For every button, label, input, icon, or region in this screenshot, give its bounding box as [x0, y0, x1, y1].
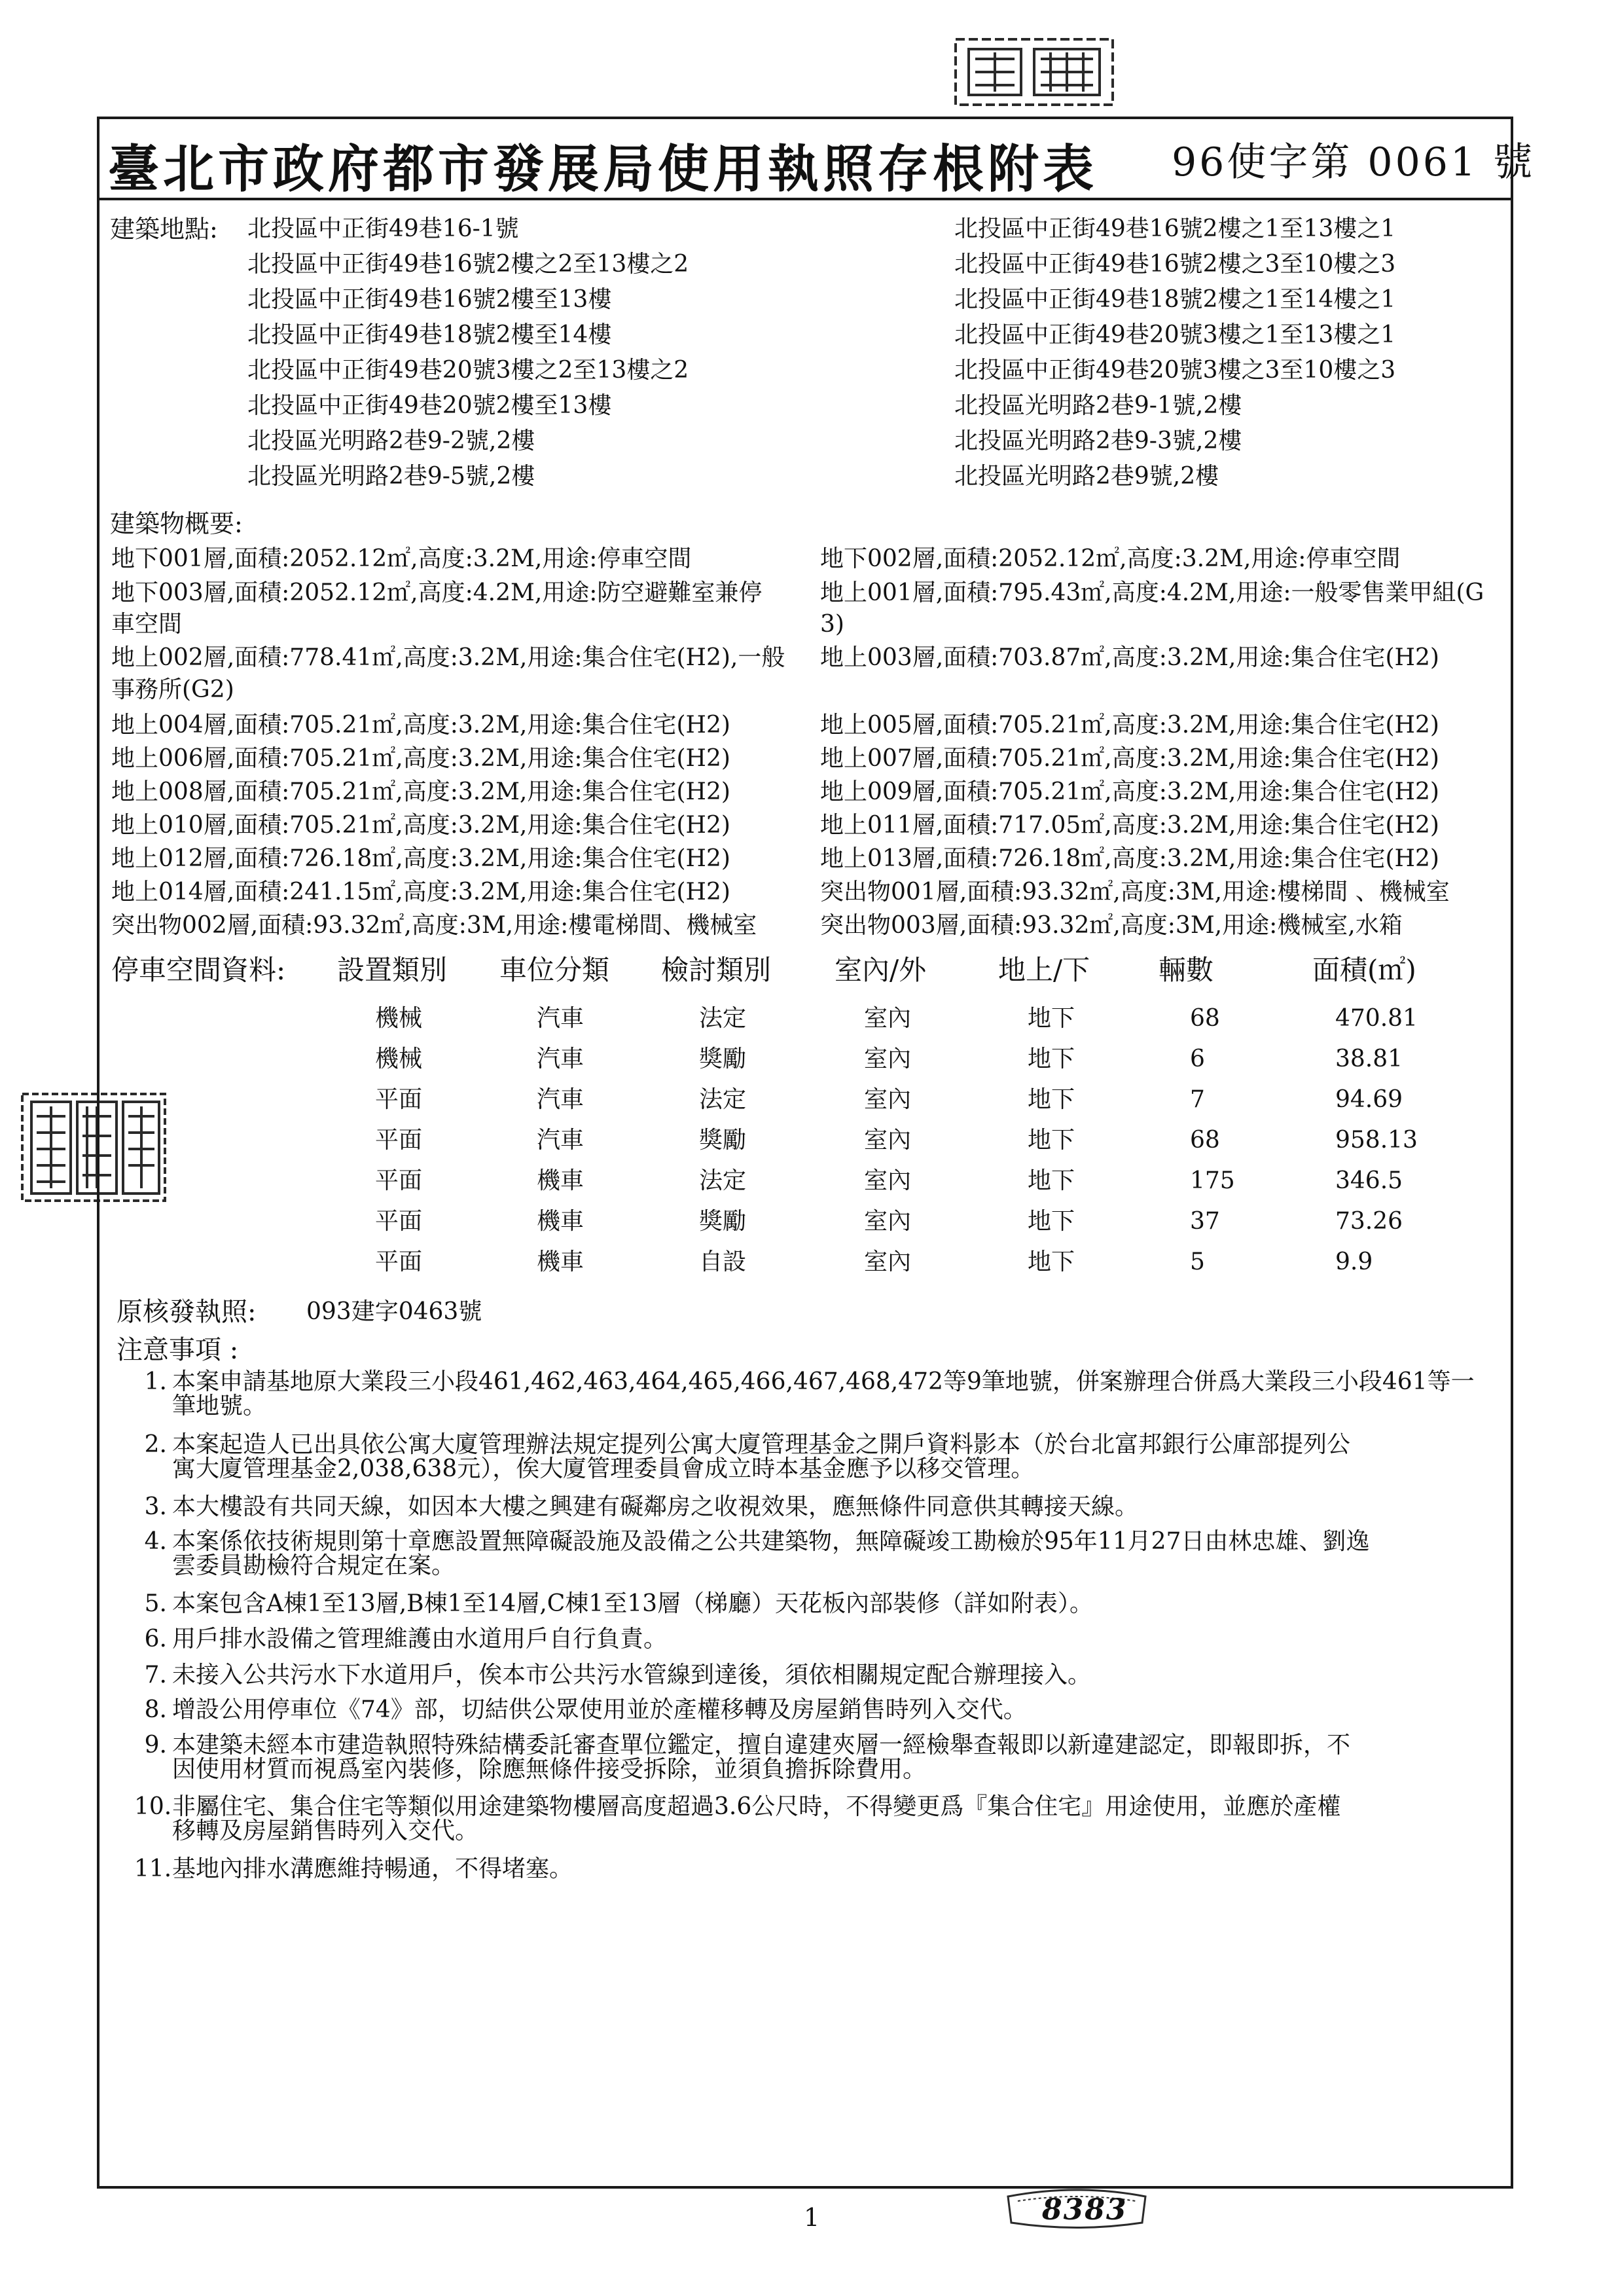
- parking-cell: 9.9: [1335, 1248, 1373, 1275]
- note-number: 2.: [144, 1431, 167, 1458]
- note-text: 本大樓設有共同天線，如因本大樓之興建有礙鄰房之收視效果，應無條件同意供其轉接天線。: [172, 1493, 1139, 1520]
- parking-cell: 室內: [864, 1248, 912, 1275]
- parking-cell: 7: [1190, 1086, 1205, 1113]
- site-address: 北投區中正街49巷20號3樓之3至10樓之3: [954, 357, 1396, 384]
- floor-entry: 3): [820, 611, 844, 638]
- parking-cell: 法定: [699, 1086, 747, 1113]
- floor-entry: 地上012層,面積:726.18㎡,高度:3.2M,用途:集合住宅(H2): [111, 845, 730, 872]
- note-text: 雲委員勘檢符合規定在案。: [172, 1552, 456, 1579]
- floor-entry: 地上007層,面積:705.21㎡,高度:3.2M,用途:集合住宅(H2): [820, 745, 1439, 772]
- site-address: 北投區中正街49巷16號2樓之2至13樓之2: [247, 251, 689, 278]
- floor-entry: 地上011層,面積:717.05㎡,高度:3.2M,用途:集合住宅(H2): [820, 812, 1439, 839]
- floor-entry: 地上006層,面積:705.21㎡,高度:3.2M,用途:集合住宅(H2): [111, 745, 730, 772]
- floor-entry: 地上010層,面積:705.21㎡,高度:3.2M,用途:集合住宅(H2): [111, 812, 730, 839]
- note-item: [134, 1432, 1519, 1481]
- parking-header: 設置類別: [337, 954, 448, 986]
- note-item: [134, 1370, 1519, 1418]
- parking-cell: 室內: [864, 1086, 912, 1113]
- document-title: 臺北市政府都市發展局使用執照存根附表: [108, 139, 1098, 199]
- floor-entry: 地上009層,面積:705.21㎡,高度:3.2M,用途:集合住宅(H2): [820, 778, 1439, 805]
- site-address: 北投區光明路2巷9-2號,2樓: [247, 428, 535, 454]
- floor-entry: 地下002層,面積:2052.12㎡,高度:3.2M,用途:停車空間: [820, 545, 1401, 572]
- parking-cell: 機械: [375, 1046, 423, 1072]
- parking-cell: 73.26: [1335, 1208, 1403, 1235]
- site-address: 北投區中正街49巷20號3樓之1至13樓之1: [954, 321, 1396, 348]
- parking-cell: 室內: [864, 1127, 912, 1154]
- parking-cell: 958.13: [1335, 1127, 1418, 1154]
- note-number: 5.: [144, 1590, 167, 1617]
- site-address: 北投區光明路2巷9號,2樓: [954, 463, 1219, 490]
- site-address: 北投區光明路2巷9-1號,2樓: [954, 392, 1242, 419]
- floor-entry: 地下003層,面積:2052.12㎡,高度:4.2M,用途:防空避難室兼停: [111, 579, 763, 606]
- parking-cell: 機車: [537, 1208, 584, 1235]
- note-number: 4.: [144, 1528, 167, 1555]
- parking-cell: 汽車: [537, 1005, 584, 1032]
- parking-header: 室內/外: [835, 954, 927, 986]
- site-address: 北投區光明路2巷9-3號,2樓: [954, 428, 1242, 454]
- parking-header: 地上/下: [998, 954, 1090, 986]
- note-text: 基地內排水溝應維持暢通，不得堵塞。: [172, 1855, 573, 1882]
- parking-cell: 機械: [375, 1005, 423, 1032]
- parking-header: 輛數: [1159, 954, 1214, 986]
- parking-cell: 地下: [1028, 1208, 1075, 1235]
- parking-cell: 汽車: [537, 1086, 584, 1113]
- parking-cell: 汽車: [537, 1046, 584, 1072]
- note-text: 移轉及房屋銷售時列入交代。: [172, 1817, 479, 1844]
- note-text: 未接入公共污水下水道用戶，俟本市公共污水管線到達後，須依相關規定配合辦理接入。: [172, 1662, 1092, 1688]
- parking-header: 面積(㎡): [1312, 954, 1416, 986]
- site-label: 建築地點:: [110, 215, 218, 244]
- site-address: 北投區中正街49巷18號2樓至14樓: [247, 321, 612, 348]
- note-text: 寓大廈管理基金2,038,638元），俟大廈管理委員會成立時本基金應予以移交管理。: [172, 1455, 1035, 1482]
- building-label: 建築物概要:: [110, 509, 243, 538]
- note-number: 11.: [134, 1855, 172, 1882]
- parking-cell: 37: [1190, 1208, 1220, 1235]
- document-number: 96使字第 0061 號: [1172, 139, 1536, 185]
- parking-label: 停車空間資料:: [111, 954, 286, 986]
- parking-cell: 獎勵: [699, 1127, 747, 1154]
- parking-cell: 室內: [864, 1208, 912, 1235]
- note-number: 8.: [144, 1696, 167, 1723]
- parking-cell: 地下: [1028, 1127, 1075, 1154]
- note-item: [134, 1529, 1519, 1578]
- note-text: 本案包含A棟1至13層,B棟1至14層,C棟1至13層（梯廳）天花板內部裝修（詳如附表）。: [172, 1590, 1094, 1617]
- note-text: 因使用材質而視爲室內裝修，除應無條件接受拆除，並須負擔拆除費用。: [172, 1756, 927, 1783]
- note-item: [134, 1795, 1519, 1843]
- site-address: 北投區中正街49巷20號3樓之2至13樓之2: [247, 357, 689, 384]
- parking-cell: 地下: [1028, 1248, 1075, 1275]
- parking-cell: 470.81: [1335, 1005, 1418, 1032]
- note-item: [134, 1698, 1519, 1722]
- page-number: 1: [804, 2203, 820, 2232]
- floor-entry: 車空間: [111, 611, 183, 638]
- parking-cell: 346.5: [1335, 1167, 1403, 1194]
- parking-header: 檢討類別: [661, 954, 772, 986]
- note-number: 10.: [134, 1793, 172, 1820]
- parking-cell: 5: [1190, 1248, 1205, 1275]
- note-number: 9.: [144, 1732, 167, 1758]
- parking-cell: 機車: [537, 1248, 584, 1275]
- parking-cell: 6: [1190, 1046, 1205, 1072]
- floor-entry: 地上001層,面積:795.43㎡,高度:4.2M,用途:一般零售業甲組(G: [820, 579, 1484, 606]
- site-address: 北投區光明路2巷9-5號,2樓: [247, 463, 535, 490]
- floor-entry: 事務所(G2): [111, 676, 234, 703]
- floor-entry: 地上013層,面積:726.18㎡,高度:3.2M,用途:集合住宅(H2): [820, 845, 1439, 872]
- note-text: 增設公用停車位《74》部，切結供公眾使用並於產權移轉及房屋銷售時列入交代。: [172, 1696, 1027, 1723]
- note-text: 本案係依技術規則第十章應設置無障礙設施及設備之公共建築物，無障礙竣工勘檢於95年11月27日由林忠雄、劉逸: [172, 1528, 1370, 1555]
- parking-cell: 平面: [375, 1086, 423, 1113]
- parking-cell: 平面: [375, 1208, 423, 1235]
- note-item: [134, 1592, 1519, 1616]
- floor-entry: 地下001層,面積:2052.12㎡,高度:3.2M,用途:停車空間: [111, 545, 692, 572]
- note-text: 本案申請基地原大業段三小段461,462,463,464,465,466,467,468,472等9筆地號，併案辦理合併爲大業段三小段461等一: [172, 1368, 1475, 1395]
- parking-cell: 室內: [864, 1046, 912, 1072]
- parking-cell: 汽車: [537, 1127, 584, 1154]
- parking-cell: 地下: [1028, 1005, 1075, 1032]
- parking-cell: 175: [1190, 1167, 1235, 1194]
- parking-cell: 地下: [1028, 1086, 1075, 1113]
- floor-entry: 突出物001層,面積:93.32㎡,高度:3M,用途:樓梯間 、機械室: [820, 879, 1450, 905]
- parking-cell: 機車: [537, 1167, 584, 1194]
- floor-entry: 突出物003層,面積:93.32㎡,高度:3M,用途:機械室,水箱: [820, 912, 1403, 939]
- note-item: [134, 1495, 1519, 1519]
- parking-cell: 獎勵: [699, 1208, 747, 1235]
- site-address: 北投區中正街49巷16號2樓至13樓: [247, 286, 612, 313]
- top-seal-stamp: [949, 26, 1119, 118]
- parking-cell: 獎勵: [699, 1046, 747, 1072]
- parking-cell: 平面: [375, 1248, 423, 1275]
- parking-header: 車位分類: [499, 954, 610, 986]
- parking-cell: 地下: [1028, 1167, 1075, 1194]
- parking-cell: 68: [1190, 1005, 1220, 1032]
- note-text: 本案起造人已出具依公寓大廈管理辦法規定提列公寓大廈管理基金之開戶資料影本（於台北富邦銀行公庫部提列公: [172, 1431, 1351, 1458]
- parking-cell: 38.81: [1335, 1046, 1403, 1072]
- floor-entry: 地上005層,面積:705.21㎡,高度:3.2M,用途:集合住宅(H2): [820, 712, 1439, 738]
- parking-cell: 室內: [864, 1005, 912, 1032]
- note-number: 6.: [144, 1626, 167, 1652]
- note-number: 3.: [144, 1493, 167, 1520]
- site-address: 北投區中正街49巷18號2樓之1至14樓之1: [954, 286, 1396, 313]
- site-address: 北投區中正街49巷16號2樓之3至10樓之3: [954, 251, 1396, 278]
- note-item: [134, 1663, 1519, 1687]
- floor-entry: 地上014層,面積:241.15㎡,高度:3.2M,用途:集合住宅(H2): [111, 879, 730, 905]
- batch-stamp-number: 8383: [1042, 2193, 1128, 2227]
- floor-entry: 地上008層,面積:705.21㎡,高度:3.2M,用途:集合住宅(H2): [111, 778, 730, 805]
- floor-entry: 地上002層,面積:778.41㎡,高度:3.2M,用途:集合住宅(H2),一般: [111, 644, 785, 671]
- parking-cell: 自設: [699, 1248, 747, 1275]
- parking-cell: 地下: [1028, 1046, 1075, 1072]
- notes-label: 注意事項 :: [117, 1335, 239, 1365]
- note-item: [134, 1733, 1519, 1781]
- parking-cell: 法定: [699, 1167, 747, 1194]
- parking-cell: 平面: [375, 1127, 423, 1154]
- original-permit-label: 原核發執照:: [117, 1297, 257, 1327]
- note-item: [134, 1857, 1519, 1881]
- batch-stamp: [1001, 2187, 1152, 2232]
- floor-entry: 突出物002層,面積:93.32㎡,高度:3M,用途:樓電梯間、機械室: [111, 912, 757, 939]
- parking-cell: 平面: [375, 1167, 423, 1194]
- parking-cell: 94.69: [1335, 1086, 1403, 1113]
- parking-cell: 法定: [699, 1005, 747, 1032]
- note-text: 非屬住宅、集合住宅等類似用途建築物樓層高度超過3.6公尺時，不得變更爲『集合住宅』用途使用，並應於產權: [172, 1793, 1341, 1820]
- note-text: 本建築未經本市建造執照特殊結構委託審查單位鑑定，擅自違建夾層一經檢舉查報即以新違建認定，即報即拆，不: [172, 1732, 1351, 1758]
- note-text: 用戶排水設備之管理維護由水道用戶自行負責。: [172, 1626, 668, 1652]
- parking-cell: 68: [1190, 1127, 1220, 1154]
- floor-entry: 地上004層,面積:705.21㎡,高度:3.2M,用途:集合住宅(H2): [111, 712, 730, 738]
- note-text: 筆地號。: [172, 1393, 267, 1419]
- original-permit-value: 093建字0463號: [306, 1298, 482, 1325]
- note-number: 1.: [144, 1368, 167, 1395]
- note-number: 7.: [144, 1662, 167, 1688]
- floor-entry: 地上003層,面積:703.87㎡,高度:3.2M,用途:集合住宅(H2): [820, 644, 1439, 671]
- site-address: 北投區中正街49巷16-1號: [247, 215, 519, 242]
- site-address: 北投區中正街49巷16號2樓之1至13樓之1: [954, 215, 1396, 242]
- site-address: 北投區中正街49巷20號2樓至13樓: [247, 392, 612, 419]
- note-item: [134, 1627, 1519, 1651]
- parking-cell: 室內: [864, 1167, 912, 1194]
